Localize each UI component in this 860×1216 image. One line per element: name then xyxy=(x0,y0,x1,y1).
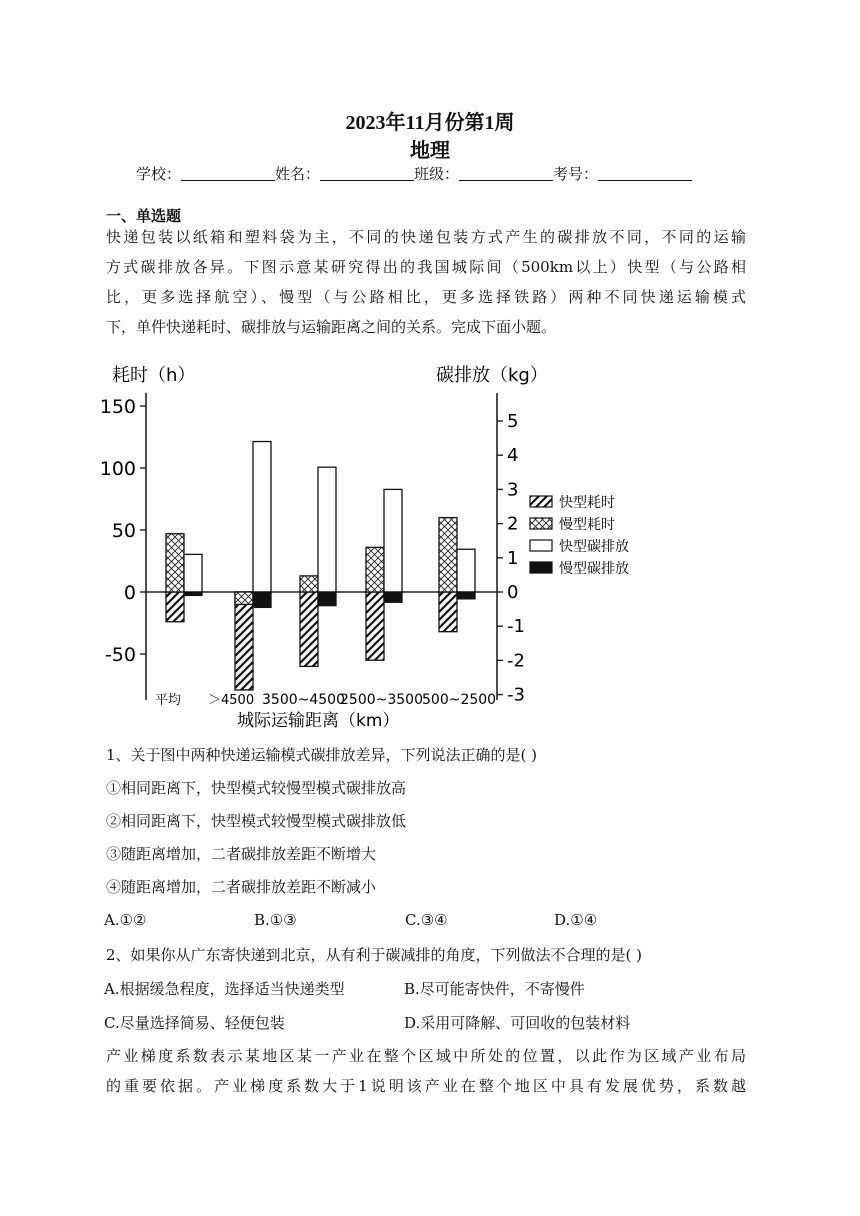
bar xyxy=(184,592,202,595)
bar xyxy=(457,549,475,592)
question-1-statement: ④随距离增加，二者碳排放差距不断减小 xyxy=(106,878,377,896)
outro-line: 产业梯度系数表示某地区某一产业在整个区域中所处的位置，以此作为区域产业布局 xyxy=(106,1047,746,1065)
right-tick-label: 1 xyxy=(507,547,519,569)
bar xyxy=(235,592,253,690)
bar xyxy=(384,489,402,592)
left-tick-label: 100 xyxy=(99,458,136,480)
school-label: 学校： xyxy=(136,165,182,183)
question-2-option-d: D.采用可降解、可回收的包装材料 xyxy=(404,1014,631,1032)
legend-swatch xyxy=(530,540,552,551)
bar xyxy=(439,592,457,632)
intro-line: 快递包装以纸箱和塑料袋为主，不同的快递包装方式产生的碳排放不同，不同的运输 xyxy=(106,228,746,246)
bar xyxy=(184,554,202,592)
question-1-statement: ②相同距离下，快型模式较慢型模式碳排放低 xyxy=(106,812,407,830)
bar xyxy=(318,467,336,592)
bar xyxy=(366,592,384,660)
category-label: 3500~4500 xyxy=(262,692,345,708)
question-2-stem: 2、如果你从广东寄快递到北京，从有利于碳减排的角度，下列做法不合理的是( ) xyxy=(106,946,643,964)
bar xyxy=(166,592,184,622)
question-1-option-b: B.①③ xyxy=(254,911,297,929)
exam-number-blank xyxy=(598,166,692,181)
class-label: 班级： xyxy=(414,165,460,183)
category-label: 2500~3500 xyxy=(340,692,423,708)
right-tick-label: 0 xyxy=(507,582,519,603)
legend-label: 慢型碳排放 xyxy=(559,561,629,577)
right-tick-label: -1 xyxy=(507,616,525,638)
right-tick-label: 5 xyxy=(507,411,519,432)
category-label: ＞4500 xyxy=(208,693,255,708)
school-blank xyxy=(181,166,275,181)
legend-label: 慢型耗时 xyxy=(559,517,615,533)
legend-label: 快型耗时 xyxy=(559,495,615,511)
bar xyxy=(300,576,318,592)
left-tick-label: 0 xyxy=(123,582,136,604)
right-tick-label: 2 xyxy=(507,513,519,535)
legend-swatch xyxy=(530,562,552,573)
legend-swatch xyxy=(530,496,552,507)
name-label: 姓名： xyxy=(275,165,321,183)
question-1-statement: ①相同距离下，快型模式较慢型模式碳排放高 xyxy=(106,779,407,797)
legend-swatch xyxy=(530,518,552,529)
chart-legend xyxy=(530,494,629,577)
category-label: 500~2500 xyxy=(422,692,497,708)
question-1-option-d: D.①④ xyxy=(554,911,598,929)
right-tick-label: 4 xyxy=(507,445,519,467)
x-axis-label: 城际运输距离（km） xyxy=(237,711,400,731)
bar xyxy=(318,592,336,606)
bar xyxy=(366,547,384,592)
intro-paragraph xyxy=(106,222,746,342)
page-title: 2023年11月份第1周 xyxy=(345,112,515,134)
question-2-option-c: C.尽量选择简易、轻便包装 xyxy=(104,1014,285,1032)
bar xyxy=(253,442,271,592)
name-blank xyxy=(320,166,414,181)
category-label: 平均 xyxy=(155,693,182,708)
left-axis-label: 耗时（h） xyxy=(112,365,196,386)
intro-line: 方式碳排放各异。下图示意某研究得出的我国城际间（500km以上）快型（与公路相 xyxy=(106,258,746,276)
chart xyxy=(0,355,860,735)
class-blank xyxy=(459,166,553,181)
left-tick-label: 150 xyxy=(99,396,136,418)
bar xyxy=(300,592,318,666)
outro-paragraph xyxy=(106,1041,746,1101)
legend-label: 快型碳排放 xyxy=(559,539,629,555)
bar xyxy=(166,534,184,592)
question-2-option-b: B.尽可能寄快件，不寄慢件 xyxy=(404,980,585,998)
left-tick-label: 50 xyxy=(111,520,136,542)
bar xyxy=(235,592,253,604)
question-2-option-a: A.根据缓急程度，选择适当快递类型 xyxy=(104,980,345,998)
outro-line: 的重要依据。产业梯度系数大于1说明该产业在整个地区中具有发展优势，系数越 xyxy=(106,1077,746,1095)
bar xyxy=(253,592,271,607)
bar xyxy=(439,518,457,592)
question-1-stem: 1、关于图中两种快递运输模式碳排放差异，下列说法正确的是( ) xyxy=(106,746,538,764)
chart-bars xyxy=(166,442,475,690)
student-info-row xyxy=(136,163,692,184)
intro-line: 下，单件快递耗时、碳排放与运输距离之间的关系。完成下面小题。 xyxy=(106,318,557,336)
intro-line: 比，更多选择航空）、慢型（与公路相比，更多选择铁路）两种不同快递运输模式 xyxy=(106,288,746,306)
right-tick-label: 3 xyxy=(507,479,519,501)
left-tick-label: -50 xyxy=(104,644,136,666)
bar xyxy=(384,592,402,602)
question-1-statement: ③随距离增加，二者碳排放差距不断增大 xyxy=(106,845,377,863)
exam-number-label: 考号： xyxy=(553,165,599,183)
right-tick-label: -2 xyxy=(507,650,525,672)
right-tick-label: -3 xyxy=(507,684,525,706)
right-axis-label: 碳排放（kg） xyxy=(436,365,548,386)
section-heading: 一、单选题 xyxy=(106,207,182,225)
subject-title: 地理 xyxy=(410,140,450,162)
question-1-option-c: C.③④ xyxy=(405,911,448,929)
bar xyxy=(457,592,475,599)
question-1-option-a: A.①② xyxy=(104,911,147,929)
